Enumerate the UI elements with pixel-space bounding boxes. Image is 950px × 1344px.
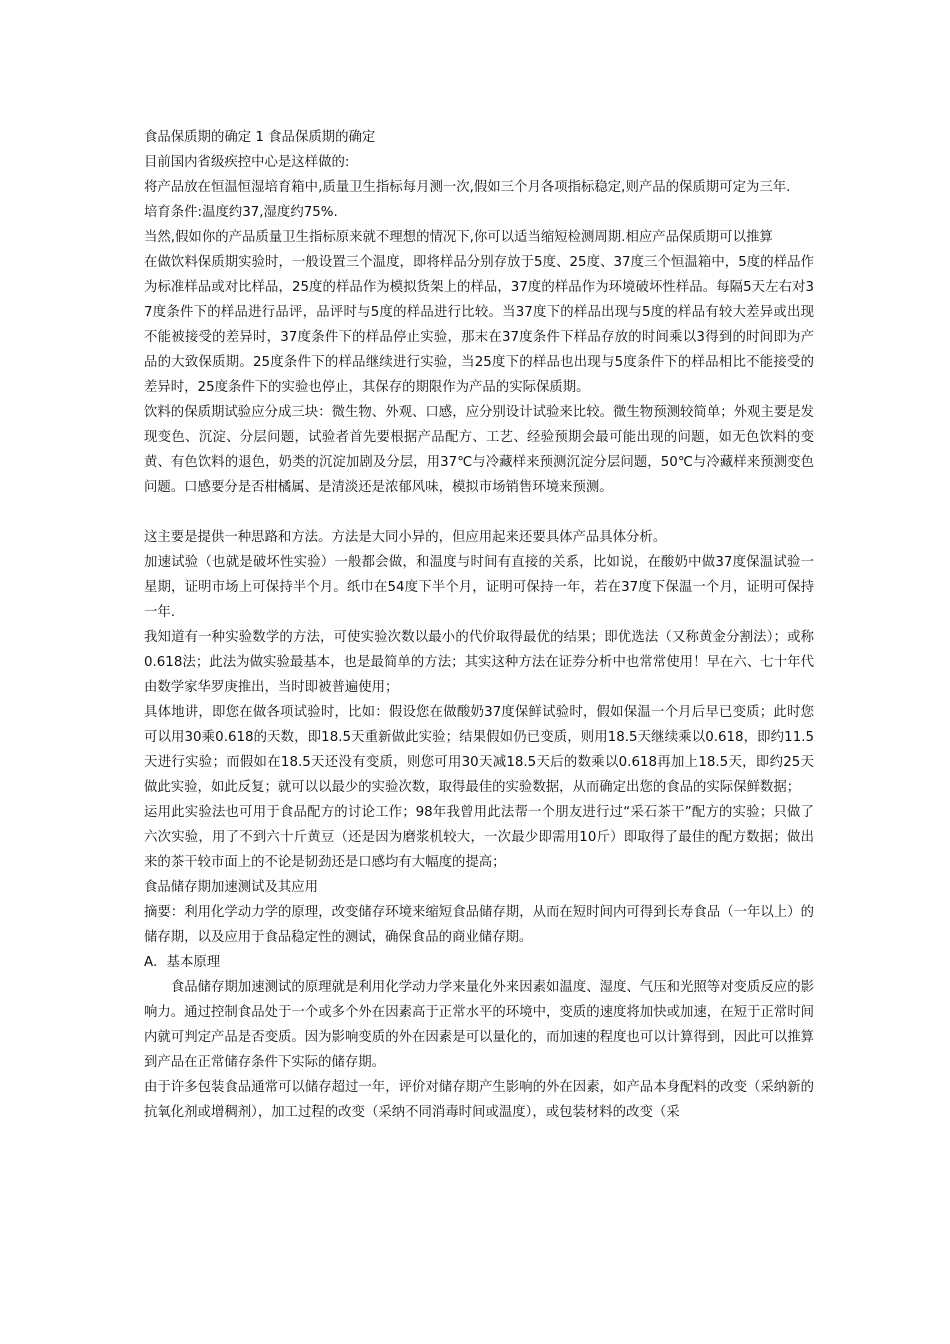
paragraph: 由于许多包装食品通常可以储存超过一年，评价对储存期产生影响的外在因素，如产品本身配料的改变（采纳新的抗氧化剂或增稠剂），加工过程的改变（采纳不同消毒时间或温度），或包装材料的改变（采: [144, 1080, 814, 1120]
paragraph: 饮料的保质期试验应分成三块：微生物、外观、口感，应分别设计试验来比较。微生物预测较简单；外观主要是发现变色、沉淀、分层问题，试验者首先要根据产品配方、工艺、经验预期会最可能出现的问题，如无色饮料的变黄、有色饮料的退色，奶类的沉淀加剧及分层，用37℃与冷藏样来预测沉淀分层问题，50℃与冷藏样来预测变色问题。口感要分是否柑橘属、是清淡还是浓郁风味，模拟市场销售环境来预测。: [144, 405, 814, 495]
paragraph: 目前国内省级疾控中心是这样做的:: [144, 155, 350, 170]
paragraph: 培育条件:温度约37,湿度约75%.: [144, 205, 338, 220]
abstract-paragraph: 摘要：利用化学动力学的原理，改变储存环境来缩短食品储存期，从而在短时间内可得到长寿食品（一年以上）的储存期，以及应用于食品稳定性的测试，确保食品的商业储存期。: [144, 905, 814, 945]
paragraph: 食品储存期加速测试的原理就是利用化学动力学来量化外来因素如温度、湿度、气压和光照等对变质反应的影响力。通过控制食品处于一个或多个外在因素高于正常水平的环境中，变质的速度将加快或加速，在短于正常时间内就可判定产品是否变质。因为影响变质的外在因素是可以量化的，而加速的程度也可以计算得到，因此可以推算到产品在正常储存条件下实际的储存期。: [144, 980, 814, 1070]
subsection-heading: A．基本原理: [144, 955, 221, 970]
paragraph: 当然,假如你的产品质量卫生指标原来就不理想的情况下,你可以适当缩短检测周期.相应产品保质期可以推算: [144, 230, 773, 245]
document-body: [144, 125, 814, 1125]
paragraph: 这主要是提供一种思路和方法。方法是大同小异的，但应用起来还要具体产品具体分析。: [144, 530, 667, 545]
paragraph: 我知道有一种实验数学的方法，可使实验次数以最小的代价取得最优的结果；即优选法（又称黄金分割法）；或称0.618法；此法为做实验最基本，也是最简单的方法；其实这种方法在证券分析中也常常使用！早在六、七十年代由数学家华罗庚推出，当时即被普遍使用；: [144, 630, 814, 695]
paragraph: 具体地讲，即您在做各项试验时，比如：假设您在做酸奶37度保鲜试验时，假如保温一个月后早已变质；此时您可以用30乘0.618的天数，即18.5天重新做此实验；结果假如仍已变质，则用18.5天继续乘以0.618，即约11.5天进行实验；而假如在18.5天还没有变质，则您可用30天减18.5天后的数乘以0.618再加上18.5天，即约25天做此实验，如此反复；就可以以最少的实验次数，取得最佳的实验数据，从而确定出您的食品的实际保鲜数据；: [144, 705, 814, 795]
paragraph: 运用此实验法也可用于食品配方的讨论工作；98年我曾用此法帮一个朋友进行过“采石茶干”配方的实验；只做了六次实验，用了不到六十斤黄豆（还是因为磨浆机较大，一次最少即需用10斤）即取得了最佳的配方数据；做出来的茶干较市面上的不论是韧劲还是口感均有大幅度的提高；: [144, 805, 814, 870]
section-heading: 食品储存期加速测试及其应用: [144, 880, 319, 895]
paragraph: 加速试验（也就是破坏性实验）一般都会做，和温度与时间有直接的关系，比如说，在酸奶中做37度保温试验一星期，证明市场上可保持半个月。纸巾在54度下半个月，证明可保持一年，若在37度下保温一个月，证明可保持一年.: [144, 555, 814, 620]
paragraph: 将产品放在恒温恒湿培育箱中,质量卫生指标每月测一次,假如三个月各项指标稳定,则产品的保质期可定为三年.: [144, 180, 791, 195]
paragraph: 在做饮料保质期实验时，一般设置三个温度，即将样品分别存放于5度、25度、37度三个恒温箱中，5度的样品作为标准样品或对比样品，25度的样品作为模拟货架上的样品，37度的样品作为环境破坏性样品。每隔5天左右对37度条件下的样品进行品评，品评时与5度的样品进行比较。当37度下的样品出现与5度的样品有较大差异或出现不能被接受的差异时，37度条件下的样品停止实验，那末在37度条件下样品存放的时间乘以3得到的时间即为产品的大致保质期。25度条件下的样品继续进行实验，当25度下的样品也出现与5度条件下的样品相比不能接受的差异时，25度条件下的实验也停止，其保存的期限作为产品的实际保质期。: [144, 255, 814, 395]
doc-title-line: 食品保质期的确定 1 食品保质期的确定: [144, 130, 376, 145]
